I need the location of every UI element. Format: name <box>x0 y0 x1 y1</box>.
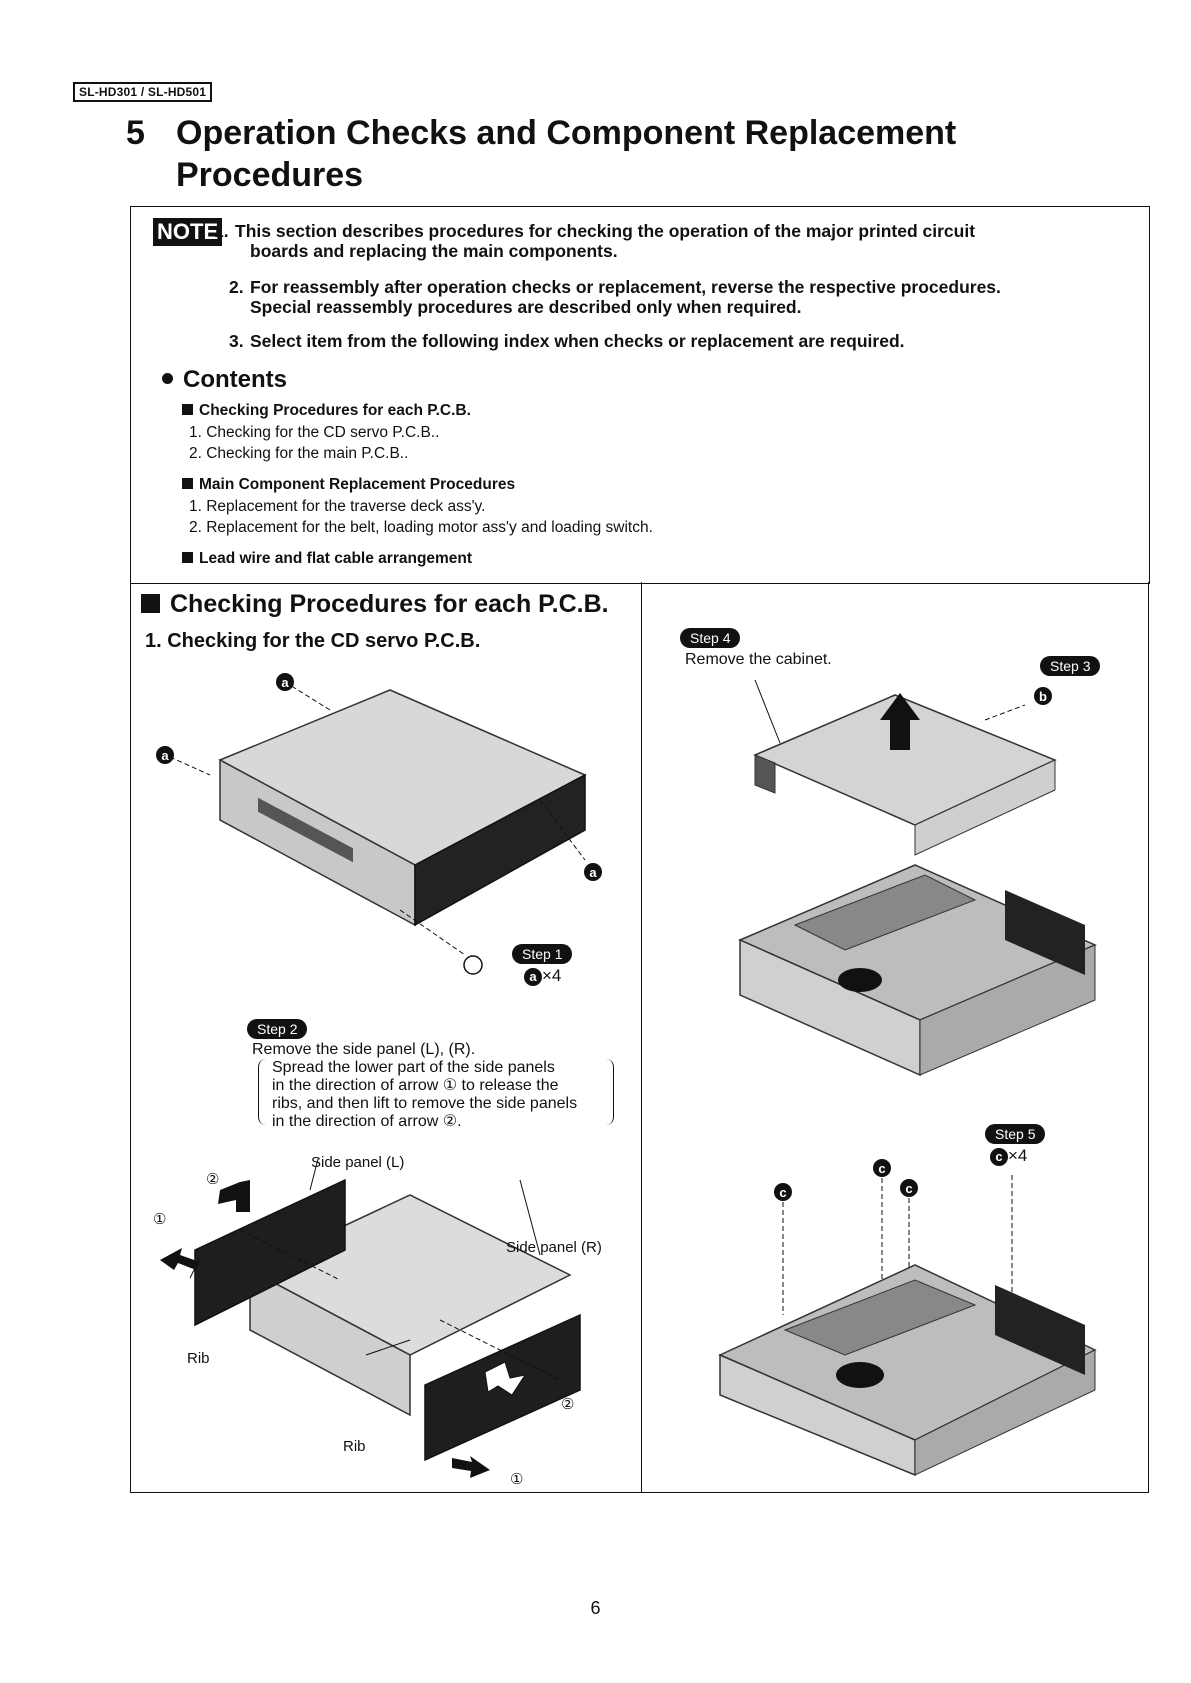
contents-section-title: Lead wire and flat cable arrangement <box>199 550 473 567</box>
note-item-line: Special reassembly procedures are described only when required. <box>250 297 802 317</box>
svg-text:a: a <box>161 748 169 763</box>
step-4-badge: Step 4 <box>680 628 740 648</box>
note-item-line: This section describes procedures for checking the operation of the major printed circuit <box>235 221 976 241</box>
left-panel-heading <box>141 590 609 619</box>
page-number: 6 <box>590 1598 601 1618</box>
screw-a-callout-icon: a <box>524 968 542 986</box>
side-panel-removal-illustration <box>140 1140 620 1480</box>
contents-section-1[interactable] <box>182 402 471 420</box>
svg-text:c: c <box>878 1161 886 1176</box>
side-panel-r-label: Side panel (R) <box>506 1239 602 1256</box>
note-item-3 <box>229 331 1109 351</box>
svg-text:a: a <box>281 675 289 690</box>
arrow-2-label: ② <box>561 1396 575 1413</box>
arrow-1-label: ① <box>153 1211 167 1228</box>
step-5-badge: Step 5 <box>985 1124 1045 1144</box>
note-item-number: 3. <box>229 331 244 351</box>
svg-text:c: c <box>905 1181 913 1196</box>
step-2-note-line: Spread the lower part of the side panels <box>272 1059 555 1076</box>
step-2-note-line: ribs, and then lift to remove the side panels <box>272 1095 578 1112</box>
left-panel-subheading: 1. Checking for the CD servo P.C.B. <box>145 630 481 652</box>
step-3-badge: Step 3 <box>1040 656 1100 676</box>
cabinet-removal-illustration <box>645 675 1145 1095</box>
note-item-line: For reassembly after operation checks or replacement, reverse the respective procedures. <box>250 277 1001 297</box>
chapter-number: 5 <box>126 114 145 152</box>
svg-text:a: a <box>589 865 597 880</box>
note-item-1 <box>214 221 1114 261</box>
square-bullet-icon <box>182 552 193 563</box>
contents-link[interactable]: 1. Replacement for the traverse deck ass'y. <box>189 498 486 515</box>
step-2-badge: Step 2 <box>247 1019 307 1039</box>
svg-text:c: c <box>779 1185 787 1200</box>
contents-heading-text: Contents <box>183 366 287 393</box>
step-5-quantity: ×4 <box>1008 1146 1028 1165</box>
step-1-badge: Step 1 <box>512 944 572 964</box>
step-2-note-line: in the direction of arrow ②. <box>272 1113 462 1130</box>
step-2-instruction: Remove the side panel (L), (R). <box>252 1041 476 1058</box>
square-bullet-icon <box>182 404 193 415</box>
contents-heading <box>162 366 287 394</box>
arrow-1-label: ① <box>510 1471 524 1488</box>
rib-label: Rib <box>343 1438 366 1455</box>
arrow-left-icon <box>160 1248 200 1270</box>
note-item-number: 2. <box>229 277 244 297</box>
square-bullet-icon <box>182 478 193 489</box>
contents-section-title: Checking Procedures for each P.C.B. <box>199 402 471 419</box>
contents-link[interactable]: 2. Replacement for the belt, loading motor ass'y and loading switch. <box>189 519 653 536</box>
note-item-number: 1. <box>214 221 229 241</box>
arrow-up-icon <box>218 1180 250 1212</box>
screw-icon <box>464 956 482 974</box>
step-2-note-line: in the direction of arrow ① to release the <box>272 1077 559 1094</box>
square-bullet-icon <box>141 594 160 613</box>
note-item-line: Select item from the following index when checks or replacement are required. <box>250 331 905 351</box>
chapter-title-text: Operation Checks and Component Replacement Procedures <box>176 114 957 194</box>
note-badge: NOTE <box>153 218 222 246</box>
arrow-2-label: ② <box>206 1171 220 1188</box>
arrow-right-icon <box>452 1456 490 1478</box>
step-1-quantity: ×4 <box>542 966 562 985</box>
step-1-qty <box>524 966 561 986</box>
bullet-icon <box>162 373 173 384</box>
contents-section-3[interactable] <box>182 550 472 568</box>
step-4-instruction: Remove the cabinet. <box>685 651 832 668</box>
left-panel-heading-text: Checking Procedures for each P.C.B. <box>170 590 609 618</box>
traverse-screws-illustration <box>645 1140 1145 1480</box>
contents-link[interactable]: 2. Checking for the main P.C.B.. <box>189 445 409 462</box>
note-item-line: boards and replacing the main components. <box>250 241 618 261</box>
screw-c-callout-icon: c <box>990 1148 1008 1166</box>
note-item-2 <box>229 277 1109 317</box>
rib-label: Rib <box>187 1350 210 1367</box>
contents-link[interactable]: 1. Checking for the CD servo P.C.B.. <box>189 424 440 441</box>
model-tag: SL-HD301 / SL-HD501 <box>73 82 212 102</box>
contents-section-title: Main Component Replacement Procedures <box>199 476 516 493</box>
contents-section-2[interactable] <box>182 476 515 494</box>
side-panel-l-label: Side panel (L) <box>311 1154 405 1171</box>
svg-text:b: b <box>1039 689 1047 704</box>
